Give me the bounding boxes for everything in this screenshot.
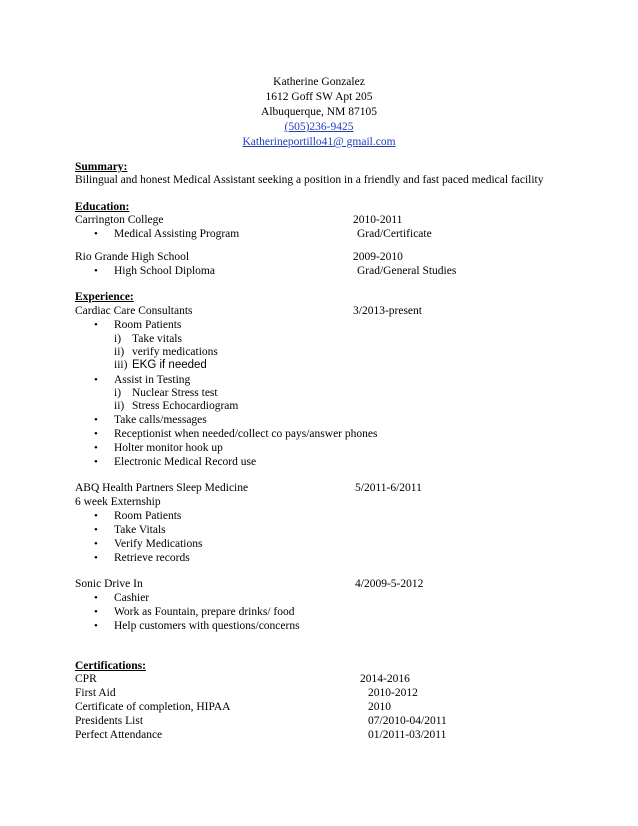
- bullet-icon: •: [94, 428, 98, 440]
- duty-item: Cashier: [114, 592, 150, 604]
- school-dates: 2009-2010: [353, 251, 403, 263]
- duty-item: Holter monitor hook up: [114, 442, 223, 454]
- sub-duty-number: i): [114, 387, 122, 399]
- contact-address-line1: 1612 Goff SW Apt 205: [265, 91, 373, 103]
- cert-dates: 2014-2016: [360, 673, 410, 685]
- bullet-icon: •: [94, 456, 98, 468]
- bullet-icon: •: [94, 442, 98, 454]
- duty-item: Room Patients: [114, 319, 182, 331]
- contact-name: Katherine Gonzalez: [273, 76, 365, 88]
- bullet-icon: •: [94, 592, 98, 604]
- duty-item: Take Vitals: [114, 524, 166, 536]
- school-dates: 2010-2011: [353, 214, 403, 226]
- duty-item: Verify Medications: [114, 538, 203, 550]
- job-dates: 5/2011-6/2011: [355, 482, 422, 494]
- bullet-icon: •: [94, 265, 98, 277]
- duty-item: Take calls/messages: [114, 414, 207, 426]
- contact-email[interactable]: Katherineportillo41@ gmail.com: [242, 136, 396, 148]
- sub-duty-number: i): [114, 333, 122, 345]
- bullet-icon: •: [94, 228, 98, 240]
- duty-item: Help customers with questions/concerns: [114, 620, 300, 632]
- cert-name: CPR: [75, 673, 97, 685]
- bullet-icon: •: [94, 552, 98, 564]
- bullet-icon: •: [94, 510, 98, 522]
- bullet-icon: •: [94, 414, 98, 426]
- cert-dates: 01/2011-03/2011: [368, 729, 447, 741]
- cert-dates: 2010: [368, 701, 391, 713]
- bullet-icon: •: [94, 606, 98, 618]
- cert-dates: 2010-2012: [368, 687, 418, 699]
- school-credential: Grad/Certificate: [357, 228, 432, 240]
- duty-item: Assist in Testing: [114, 374, 191, 386]
- cert-dates: 07/2010-04/2011: [368, 715, 447, 727]
- sub-duty-text: Nuclear Stress test: [132, 387, 218, 399]
- sub-duty-text: Take vitals: [132, 333, 182, 345]
- cert-name: Presidents List: [75, 715, 144, 727]
- job-dates: 4/2009-5-2012: [355, 578, 424, 590]
- contact-address-line2: Albuquerque, NM 87105: [261, 106, 377, 118]
- sub-duty-text: verify medications: [132, 346, 218, 358]
- sub-duty-number: ii): [114, 400, 125, 412]
- job-employer: Sonic Drive In: [75, 578, 143, 590]
- duty-item: Retrieve records: [114, 552, 190, 564]
- bullet-icon: •: [94, 319, 98, 331]
- cert-name: Certificate of completion, HIPAA: [75, 701, 231, 713]
- duty-item: Work as Fountain, prepare drinks/ food: [114, 606, 295, 618]
- experience-heading: Experience:: [75, 291, 134, 303]
- cert-name: Perfect Attendance: [75, 729, 163, 741]
- school-name: Rio Grande High School: [75, 251, 190, 263]
- job-employer: Cardiac Care Consultants: [75, 305, 193, 317]
- job-subtitle: 6 week Externship: [75, 496, 161, 508]
- education-heading: Education:: [75, 201, 130, 213]
- job-dates: 3/2013-present: [353, 305, 422, 317]
- school-program: High School Diploma: [114, 265, 215, 277]
- school-credential: Grad/General Studies: [357, 265, 457, 277]
- school-program: Medical Assisting Program: [114, 228, 240, 240]
- summary-text: Bilingual and honest Medical Assistant seeking a position in a friendly and fast paced medical facility: [75, 174, 544, 186]
- bullet-icon: •: [94, 620, 98, 632]
- school-name: Carrington College: [75, 214, 164, 226]
- bullet-icon: •: [94, 524, 98, 536]
- duty-item: Receptionist when needed/collect co pays/answer phones: [114, 428, 378, 440]
- sub-duty-number: ii): [114, 346, 125, 358]
- summary-heading: Summary:: [75, 161, 128, 173]
- certifications-heading: Certifications:: [75, 660, 146, 672]
- sub-duty-text: Stress Echocardiogram: [132, 400, 239, 412]
- bullet-icon: •: [94, 538, 98, 550]
- cert-name: First Aid: [75, 687, 116, 699]
- sub-duty-text: EKG if needed: [132, 359, 207, 371]
- bullet-icon: •: [94, 374, 98, 386]
- contact-phone[interactable]: (505)236-9425: [284, 121, 354, 133]
- job-employer: ABQ Health Partners Sleep Medicine: [75, 482, 249, 494]
- duty-item: Room Patients: [114, 510, 182, 522]
- sub-duty-number: iii): [114, 359, 128, 371]
- duty-item: Electronic Medical Record use: [114, 456, 257, 468]
